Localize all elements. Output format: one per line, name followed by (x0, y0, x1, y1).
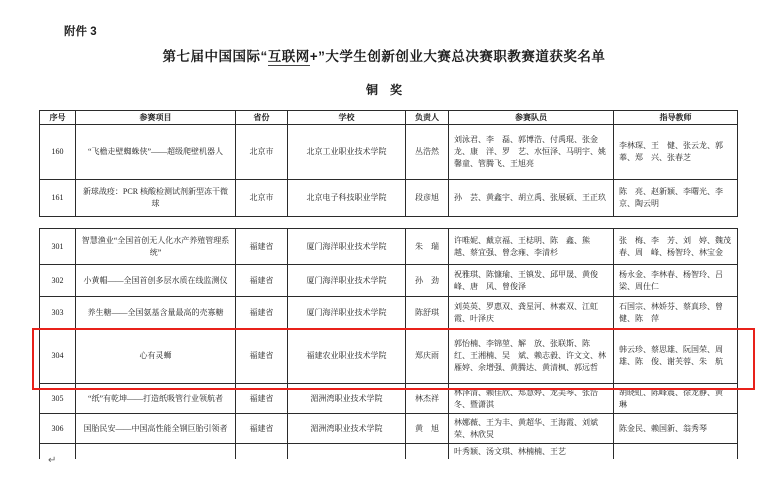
leader-cell: 林杰祥 (406, 384, 449, 414)
header-province: 省份 (236, 111, 288, 125)
project-cell: 新球战疫：PCR 核酸检测试剂新型冻干微球 (76, 180, 236, 217)
attachment-label: 附件 3 (64, 26, 97, 38)
serial-cell: 303 (40, 297, 76, 329)
table-row-302 (40, 265, 738, 297)
leader-cell: 陈舒琪 (406, 297, 449, 329)
province-cell: 北京市 (236, 180, 288, 217)
school-cell: 厦门海洋职业技术学院 (288, 265, 406, 297)
table-row-161 (40, 180, 738, 217)
header-teachers: 指导教师 (614, 111, 738, 125)
table-row-304-highlighted (40, 329, 738, 384)
project-cell: 国胎民安——中国高性能全钢巨胎引领者 (76, 414, 236, 444)
school-cell: 福建农业职业技术学院 (288, 329, 406, 384)
title-prefix: 第七届中国国际“ (162, 49, 268, 64)
province-cell: 北京市 (236, 125, 288, 180)
school-cell: 北京电子科技职业学院 (288, 180, 406, 217)
province-cell: 福建省 (236, 384, 288, 414)
leader-cell: 孙 劲 (406, 265, 449, 297)
table-row-303 (40, 297, 738, 329)
table-row-305 (40, 384, 738, 414)
header-leader: 负责人 (406, 111, 449, 125)
header-school: 学校 (288, 111, 406, 125)
serial-cell (40, 444, 76, 460)
leader-cell: 丛浩然 (406, 125, 449, 180)
serial-cell: 161 (40, 180, 76, 217)
school-cell: 湄洲湾职业技术学院 (288, 414, 406, 444)
members-cell: 祝雅琪、陈慷瑜、王镇发、邱甲晟、黄俊峰、唐 风、曾俊泽 (449, 265, 614, 297)
project-cell: 心有灵蛳 (76, 329, 236, 384)
award-heading: 铜 奖 (365, 83, 402, 97)
members-cell: 郭怡楠、李锦堃、解 放、张联斯、陈 红、王湘楠、吴 斌、赖志毅、许文文、林雁婷、余增强、黄腾达、黄清枫、郭远哲 (449, 329, 614, 384)
serial-cell: 305 (40, 384, 76, 414)
members-cell: 林娜薇、王为丰、黄超华、王海霞、刘斌荣、林欣炅 (449, 414, 614, 444)
header-project: 参赛项目 (76, 111, 236, 125)
teachers-cell: 胡晓虹、陈峰震、徐龙静、黄 琳 (614, 384, 738, 414)
province-cell: 福建省 (236, 414, 288, 444)
document-title (0, 45, 768, 65)
school-cell: 北京工业职业技术学院 (288, 125, 406, 180)
table-row-301 (40, 229, 738, 265)
awards-table-section-2 (39, 228, 738, 459)
project-cell: 小黄帽——全国首创多层水质在线监测仪 (76, 265, 236, 297)
teachers-cell: 韩云珍、蔡思雄、阮国荣、周 雄、陈 俊、谢芙蓉、朱 航 (614, 329, 738, 384)
table-header-row (40, 111, 738, 125)
leader-cell (406, 444, 449, 460)
province-cell: 福建省 (236, 297, 288, 329)
serial-cell: 304 (40, 329, 76, 384)
leader-cell: 段彦旭 (406, 180, 449, 217)
project-cell: 智慧渔业“全国首创无人化水产养殖管理系统” (76, 229, 236, 265)
leader-cell: 朱 瑞 (406, 229, 449, 265)
teachers-cell: 张 梅、李 芳、刘 婷、魏茂春、周 峰、杨智玲、林宝金 (614, 229, 738, 265)
teachers-cell: 陈金民、赖国新、翁秀琴 (614, 414, 738, 444)
table-row-partial-clipped (40, 444, 738, 460)
leader-cell: 郑庆雨 (406, 329, 449, 384)
leader-cell: 黄 旭 (406, 414, 449, 444)
teachers-cell: 陈 亮、赵新颖、李曙光、李 京、陶云明 (614, 180, 738, 217)
teachers-cell (614, 444, 738, 460)
project-cell: “纸”有乾坤——打造纸吸管行业领航者 (76, 384, 236, 414)
school-cell (288, 444, 406, 460)
serial-cell: 302 (40, 265, 76, 297)
header-members: 参赛队员 (449, 111, 614, 125)
members-cell: 叶秀颖、汤文琪、林楠楠、王艺 (449, 444, 614, 460)
members-cell: 刘英英、罗惠双、龚星河、林素双、江虹霞、叶泽庆 (449, 297, 614, 329)
project-cell: 养生糖——全国氨基含量最高的壳寡糖 (76, 297, 236, 329)
school-cell: 湄洲湾职业技术学院 (288, 384, 406, 414)
members-cell: 林泽清、赖佳欣、郑慧婷、龙美琴、张浩冬、暨潇淇 (449, 384, 614, 414)
members-cell: 刘泳君、李 磊、郭博浩、付禹琨、张金龙、康 洋、罗 艺、水恒泽、马明宇、姚馨童、管腾飞、王旭亮 (449, 125, 614, 180)
province-cell: 福建省 (236, 329, 288, 384)
province-cell: 福建省 (236, 229, 288, 265)
table-row-306 (40, 414, 738, 444)
serial-cell: 160 (40, 125, 76, 180)
province-cell (236, 444, 288, 460)
title-underlined-text: 互联网 (267, 49, 310, 64)
teachers-cell: 李林琛、王 健、张云龙、郭 菶、郑 兴、张春芝 (614, 125, 738, 180)
paragraph-mark: ↵ (48, 455, 57, 466)
province-cell: 福建省 (236, 265, 288, 297)
awards-table-section-1 (39, 110, 738, 217)
serial-cell: 301 (40, 229, 76, 265)
school-cell: 厦门海洋职业技术学院 (288, 229, 406, 265)
school-cell: 厦门海洋职业技术学院 (288, 297, 406, 329)
table-row-160 (40, 125, 738, 180)
teachers-cell: 杨永金、李林春、杨智玲、吕 梁、周仕仁 (614, 265, 738, 297)
project-cell: “飞檐走壁蜘蛛侠”——超级爬壁机器人 (76, 125, 236, 180)
project-cell (76, 444, 236, 460)
title-suffix: +”大学生创新创业大赛总决赛职教赛道获奖名单 (309, 49, 606, 64)
header-serial: 序号 (40, 111, 76, 125)
serial-cell: 306 (40, 414, 76, 444)
members-cell: 许唯妮、戴京福、王梽明、陈 鑫、熊 越、蔡宜强、曾念雍、李清杉 (449, 229, 614, 265)
members-cell: 孙 芸、黄鑫宇、胡立禹、张展硕、王正玖 (449, 180, 614, 217)
teachers-cell: 石国宗、林娇芬、蔡真珍、曾 健、陈 萍 (614, 297, 738, 329)
